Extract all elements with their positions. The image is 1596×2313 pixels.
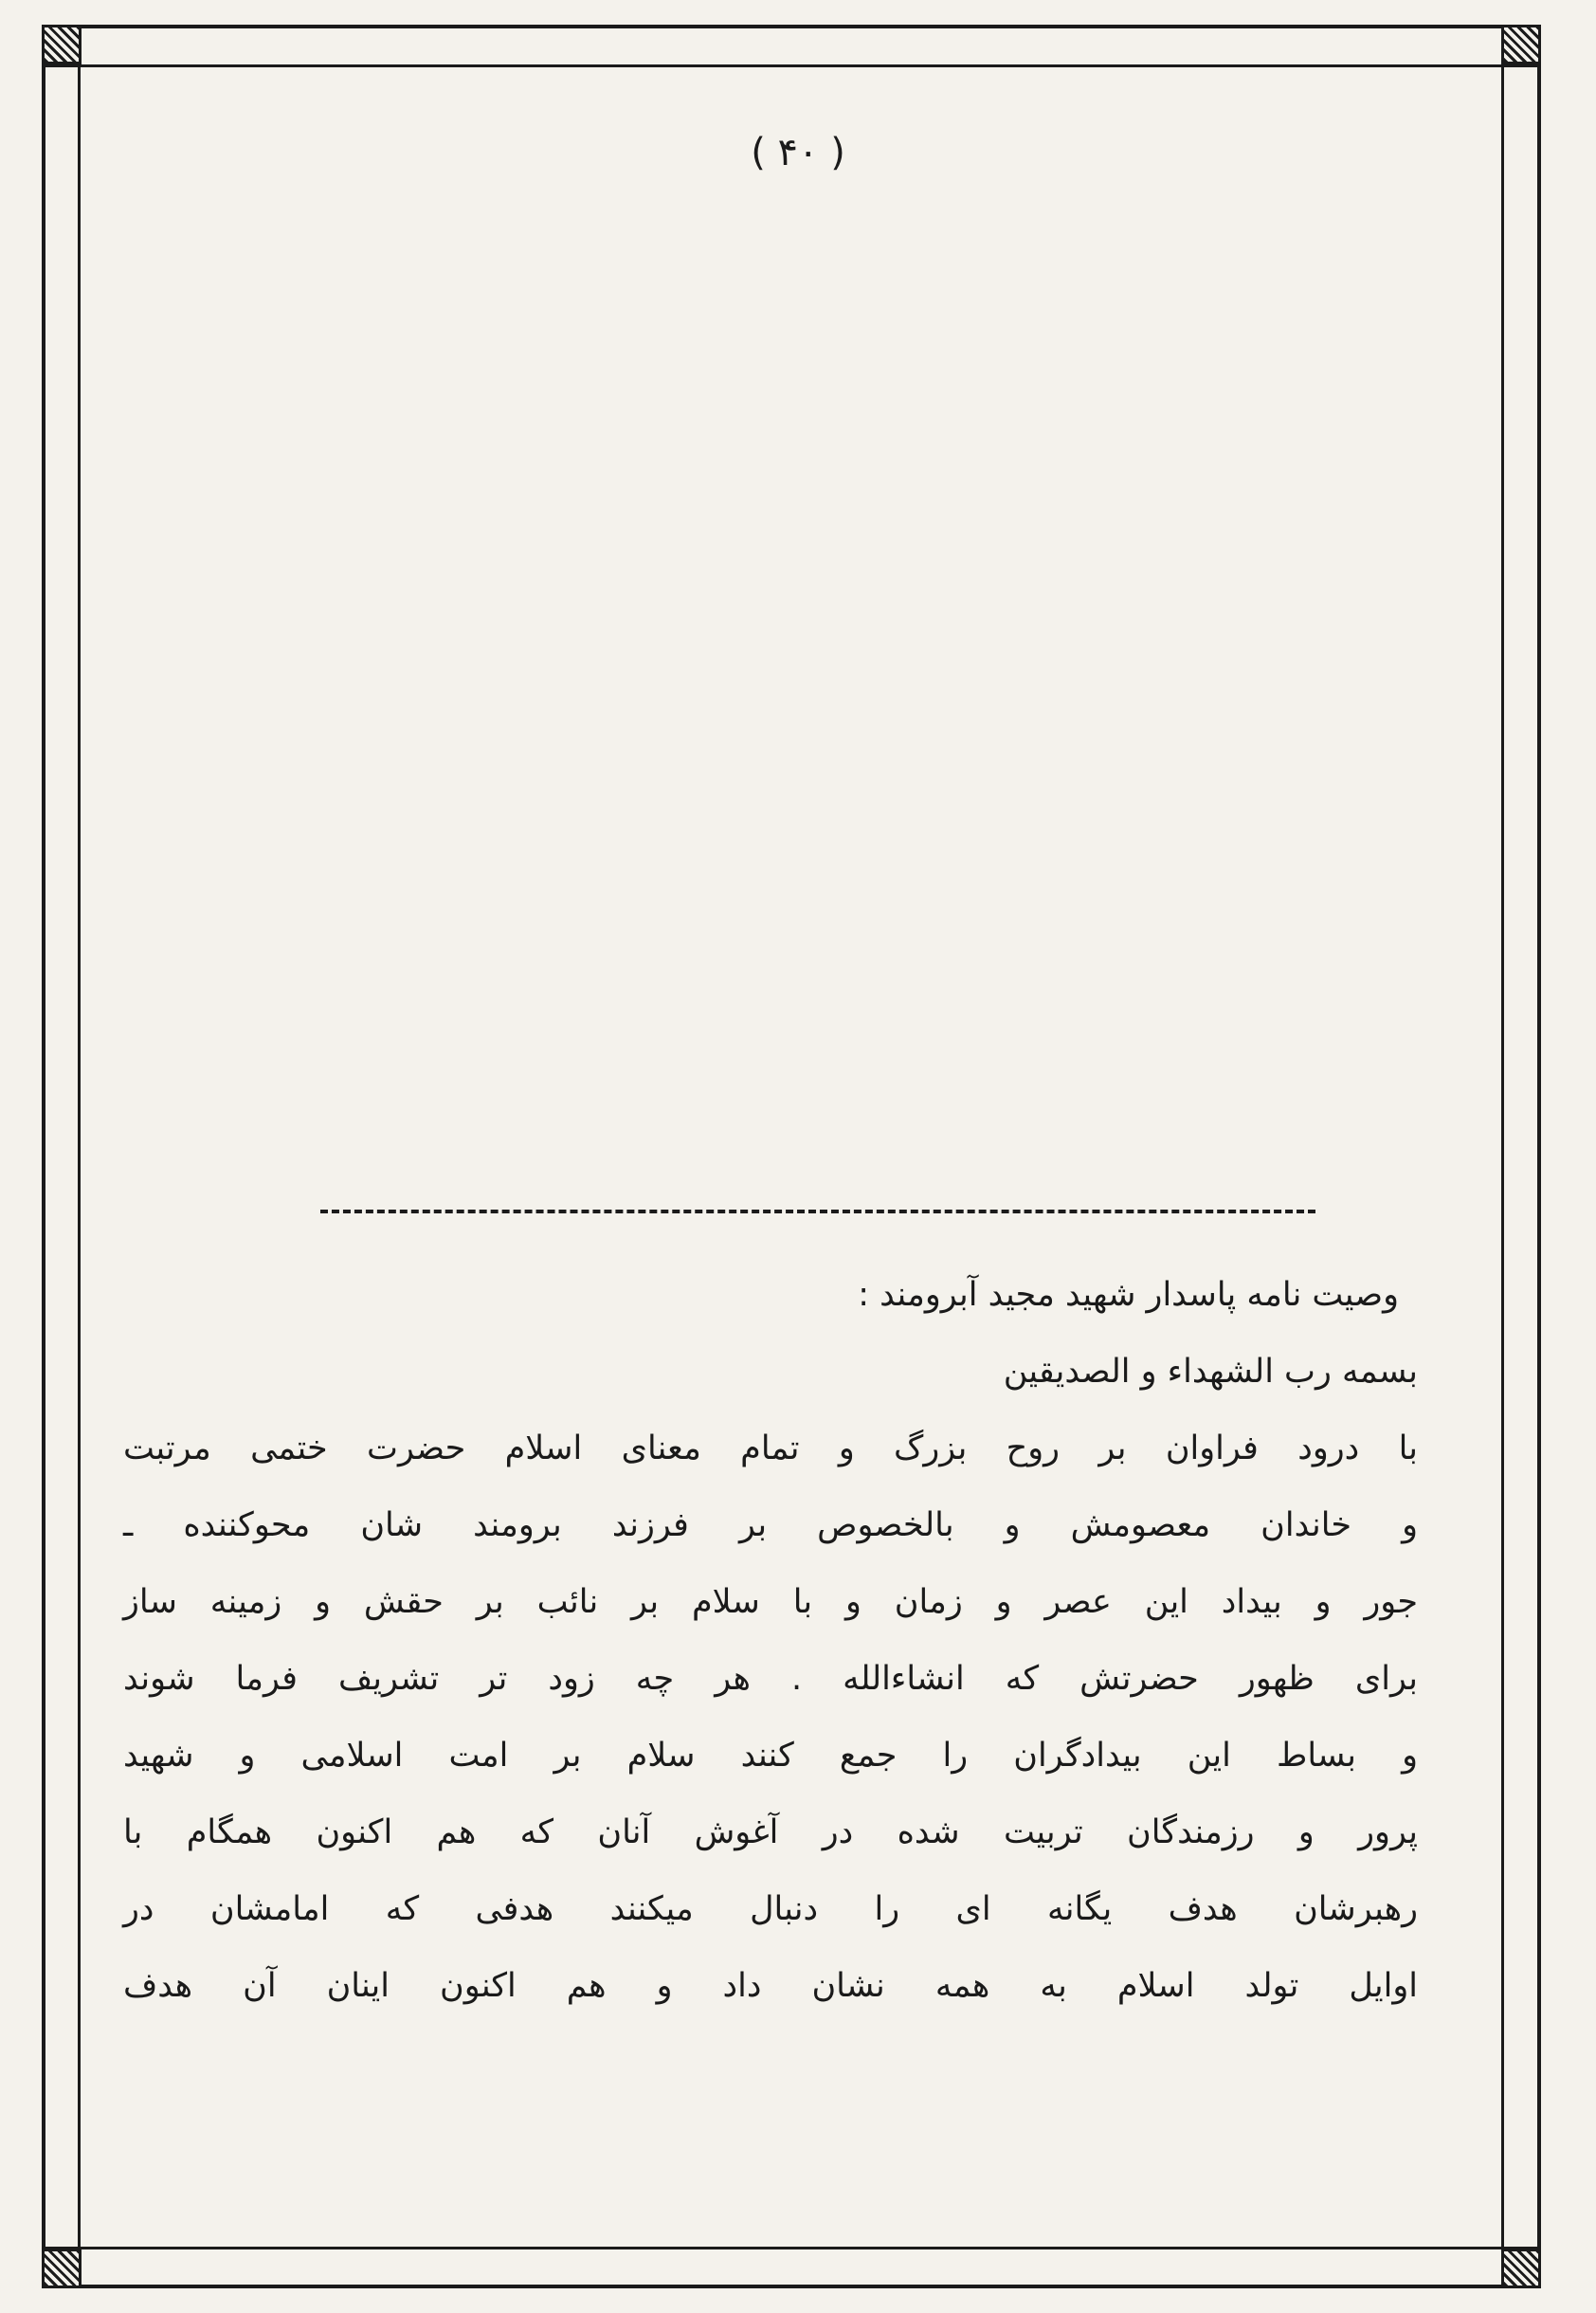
border-line-top [42,64,1541,67]
corner-ornament-top-right [1501,25,1541,64]
text-line: با درود فراوان بر روح بزرگ و تمام معنای اسلام حضرت ختمی مرتبت [123,1430,1418,1467]
text-line: بسمه رب الشهداء و الصدیقین [1003,1353,1418,1391]
text-line: برای ظهور حضرتش که انشاءالله . هر چه زود تر تشریف فرما شوند [123,1660,1418,1698]
corner-ornament-bottom-right [1501,2249,1541,2288]
corner-ornament-top-left [42,25,82,64]
document-title: وصیت نامه پاسدار شهید مجید آبرومند : [858,1276,1399,1314]
text-line: پرور و رزمندگان تربیت شده در آغوش آنان که هم اکنون همگام با [123,1813,1418,1851]
page-number: ( ۴۰ ) [751,131,845,174]
section-divider [320,1210,1315,1213]
border-line-right [1501,25,1504,2288]
text-line: اوایل تولد اسلام به همه نشان داد و هم اکنون اینان آن هدف [123,1967,1418,2005]
text-line: رهبرشان هدف یگانه ای را دنبال میکنند هدفی که امامشان در [123,1890,1418,1928]
text-line: و خاندان معصومش و بالخصوص بر فرزند برومند شان محوکننده ـ [123,1506,1418,1544]
document-body [123,1257,1418,2025]
text-line: و بساط این بیدادگران را جمع کنند سلام بر امت اسلامی و شهید [123,1737,1418,1775]
border-line-left [78,25,81,2288]
border-line-bottom [42,2247,1541,2249]
corner-ornament-bottom-left [42,2249,82,2288]
text-line: جور و بیداد این عصر و زمان و با سلام بر نائب بر حقش و زمینه ساز [123,1583,1418,1621]
